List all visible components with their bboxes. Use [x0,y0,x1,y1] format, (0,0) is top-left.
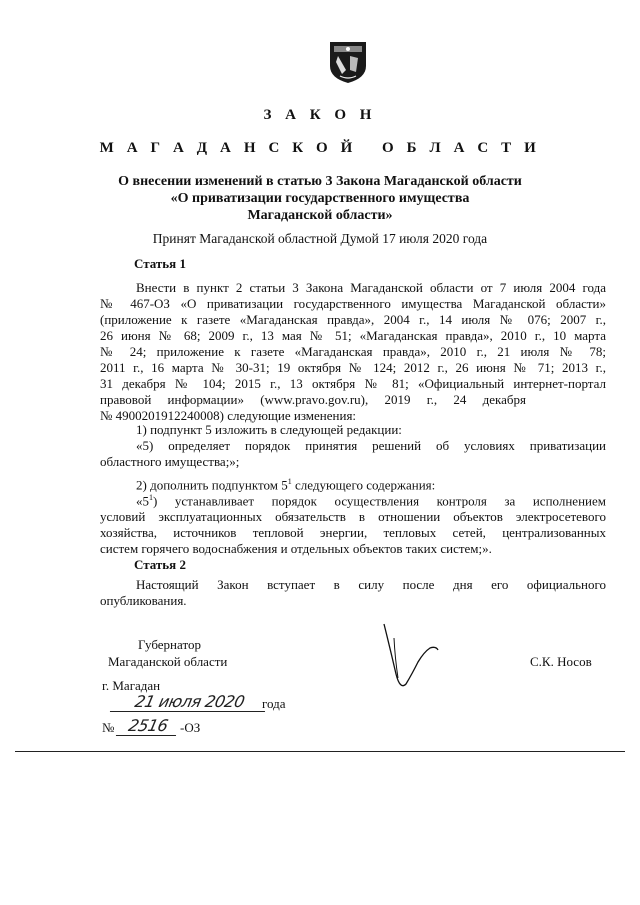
item-1-text [100,438,606,470]
law-title: З А К О Н [263,107,377,123]
subject-line: Магаданской области» [247,208,393,223]
text-line: правовой информации» (www.pravo.gov.ru), 2019 г., 24 декабря [100,392,526,407]
number-suffix: -ОЗ [180,720,201,735]
text-fragment: «5 [136,493,149,509]
text-line: систем горячего водоснабжения и отдельных объектов таких систем;». [100,541,492,557]
article-1-body [100,280,606,424]
item-2-text [100,490,606,557]
article-2-body [100,577,606,609]
law-subject [80,173,560,224]
superscript: 1 [149,493,153,502]
text-line: № 467-ОЗ «О приватизации государственного имущества Магаданской области» [100,296,606,311]
text-line: (приложение к газете «Магаданская правда», 2004 г., 14 июля № 076; 2007 г., [100,312,606,327]
date-handwritten: 21 июля 2020 [110,692,269,712]
text-line: условий эксплуатационных обязательств в отношении объектов электросетевого [100,509,606,525]
text-line: 26 июня № 68; 2009 г., 13 мая № 51; «Магаданская правда», 2010 г., 10 марта [100,328,606,343]
article-2-heading: Статья 2 [134,557,186,572]
signer-name: С.К. Носов [530,654,592,669]
coat-of-arms-icon [328,40,368,84]
text-line: хозяйства, источников тепловой энергии, тепловых сетей, централизованных [100,525,606,541]
number-prefix: № [102,720,115,735]
handwritten-signature [380,618,440,698]
text-line: № 4900201912240008) следующие изменения: [100,408,357,423]
text-line: 2011 г., 16 марта № 30-31; 19 октября № 124; 2012 г., 26 июня № 71; 2013 г., [100,360,606,375]
text-fragment: ) устанавливает порядок осуществления контроля за исполнением [153,493,606,509]
signer-position-line-1: Губернатор [138,637,201,652]
text-line: опубликования. [100,593,187,608]
text-line: Внести в пункт 2 статьи 3 Закона Магаданской области от 7 июля 2004 года [136,280,606,295]
superscript: 1 [287,477,292,486]
text-line [100,490,606,509]
page-divider [15,751,625,752]
city: г. Магадан [102,678,161,693]
item-2-intro-text: 2) дополнить подпунктом 5 [136,477,288,493]
region-title: М А Г А Д А Н С К О Й О Б Л А С Т И [99,140,541,156]
article-1-heading: Статья 1 [134,256,186,271]
text-line: областного имущества;»; [100,454,240,469]
item-1-intro: 1) подпункт 5 изложить в следующей редакции: [136,422,402,437]
signer-position-line-2: Магаданской области [108,654,228,669]
number-handwritten: 2516 [116,716,180,736]
subject-line: О внесении изменений в статью 3 Закона Магаданской области [118,174,522,189]
item-2-intro-text: следующего содержания: [291,477,436,493]
text-line: № 24; приложение к газете «Магаданская правда», 2010 г., 21 июля № 78; [100,344,606,359]
text-line: 31 декабря № 104; 2015 г., 13 октября № 81; «Официальный интернет-портал [100,376,606,391]
text-line: Настоящий Закон вступает в силу после дня его официального [136,577,606,592]
law-number [102,716,222,738]
adoption-note: Принят Магаданской областной Думой 17 июля 2020 года [152,231,488,246]
date-suffix: года [262,696,286,711]
text-line: «5) определяет порядок принятия решений об условиях приватизации [136,438,606,453]
signing-date [102,692,292,714]
subject-line: «О приватизации государственного имущества [170,191,470,206]
